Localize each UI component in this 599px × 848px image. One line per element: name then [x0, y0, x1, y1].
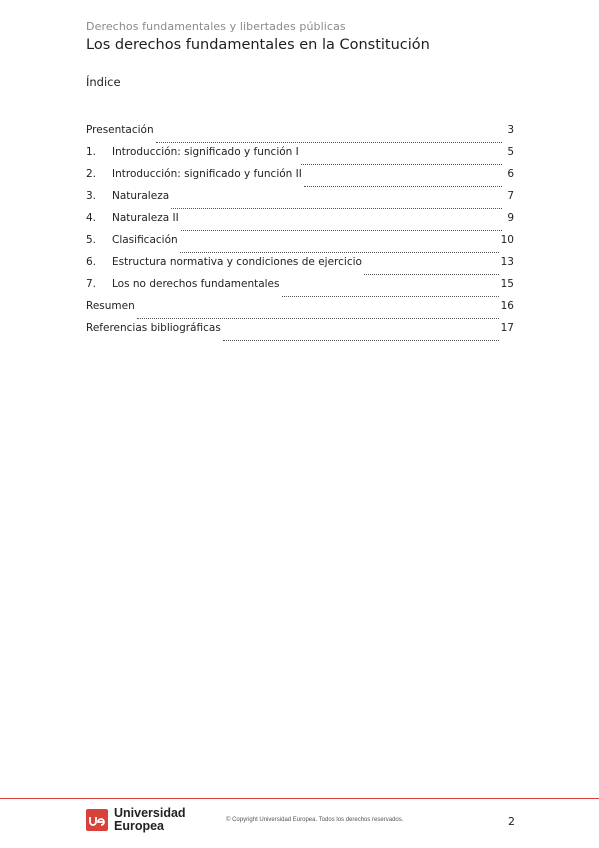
toc-dot-leader [301, 164, 502, 165]
toc-entry-label: Presentación [86, 124, 154, 136]
copyright-notice: © Copyright Universidad Europea. Todos los derechos reservados. [226, 817, 404, 823]
subject-title: Derechos fundamentales y libertades públicas [86, 20, 346, 33]
toc-dot-leader [282, 296, 499, 297]
toc-entry[interactable] [86, 124, 514, 146]
toc-dot-leader [171, 208, 502, 209]
toc-entry-label: Clasificación [112, 234, 178, 246]
toc-entry-page: 7 [507, 190, 514, 202]
table-of-contents [86, 124, 514, 344]
toc-entry-label: Estructura normativa y condiciones de ejercicio [112, 256, 362, 268]
toc-entry-label: Introducción: significado y función I [112, 146, 299, 158]
toc-entry-label: Referencias bibliográficas [86, 322, 221, 334]
toc-dot-leader [156, 142, 502, 143]
toc-entry[interactable] [86, 256, 514, 278]
toc-dot-leader [180, 252, 499, 253]
toc-entry[interactable] [86, 146, 514, 168]
toc-dot-leader [137, 318, 499, 319]
logo-text-line1: Universidad [114, 806, 186, 820]
university-logo [86, 807, 186, 833]
toc-entry-label: Introducción: significado y función II [112, 168, 302, 180]
toc-entry-page: 10 [500, 234, 514, 246]
toc-dot-leader [181, 230, 502, 231]
document-title: Los derechos fundamentales en la Constitución [86, 37, 430, 53]
toc-entry-page: 3 [507, 124, 514, 136]
toc-entry-label: Naturaleza II [112, 212, 179, 224]
toc-entry-number: 6. [86, 256, 97, 268]
toc-entry[interactable] [86, 278, 514, 300]
page-number: 2 [508, 815, 515, 828]
toc-entry-page: 16 [500, 300, 514, 312]
toc-entry[interactable] [86, 300, 514, 322]
toc-entry-number: 3. [86, 190, 97, 202]
toc-dot-leader [364, 274, 499, 275]
toc-entry-page: 15 [500, 278, 514, 290]
toc-entry-number: 1. [86, 146, 97, 158]
toc-entry-page: 6 [507, 168, 514, 180]
toc-entry-page: 5 [507, 146, 514, 158]
page-header [86, 20, 559, 54]
footer-divider [0, 798, 599, 799]
toc-entry[interactable] [86, 190, 514, 212]
toc-entry-number: 4. [86, 212, 97, 224]
toc-entry-label: Naturaleza [112, 190, 170, 202]
toc-entry[interactable] [86, 234, 514, 256]
toc-entry-label: Resumen [86, 300, 135, 312]
toc-entry-page: 9 [507, 212, 514, 224]
ue-logo-icon [86, 809, 108, 831]
logo-text-line2: Europea [114, 819, 165, 833]
toc-entry[interactable] [86, 168, 514, 190]
toc-entry-label: Los no derechos fundamentales [112, 278, 280, 290]
toc-entry[interactable] [86, 212, 514, 234]
toc-dot-leader [223, 340, 499, 341]
toc-entry-page: 17 [500, 322, 514, 334]
index-heading: Índice [86, 75, 121, 89]
toc-entry-page: 13 [500, 256, 514, 268]
toc-entry-number: 7. [86, 278, 97, 290]
toc-entry-number: 2. [86, 168, 97, 180]
toc-entry[interactable] [86, 322, 514, 344]
toc-dot-leader [304, 186, 502, 187]
toc-entry-number: 5. [86, 234, 97, 246]
